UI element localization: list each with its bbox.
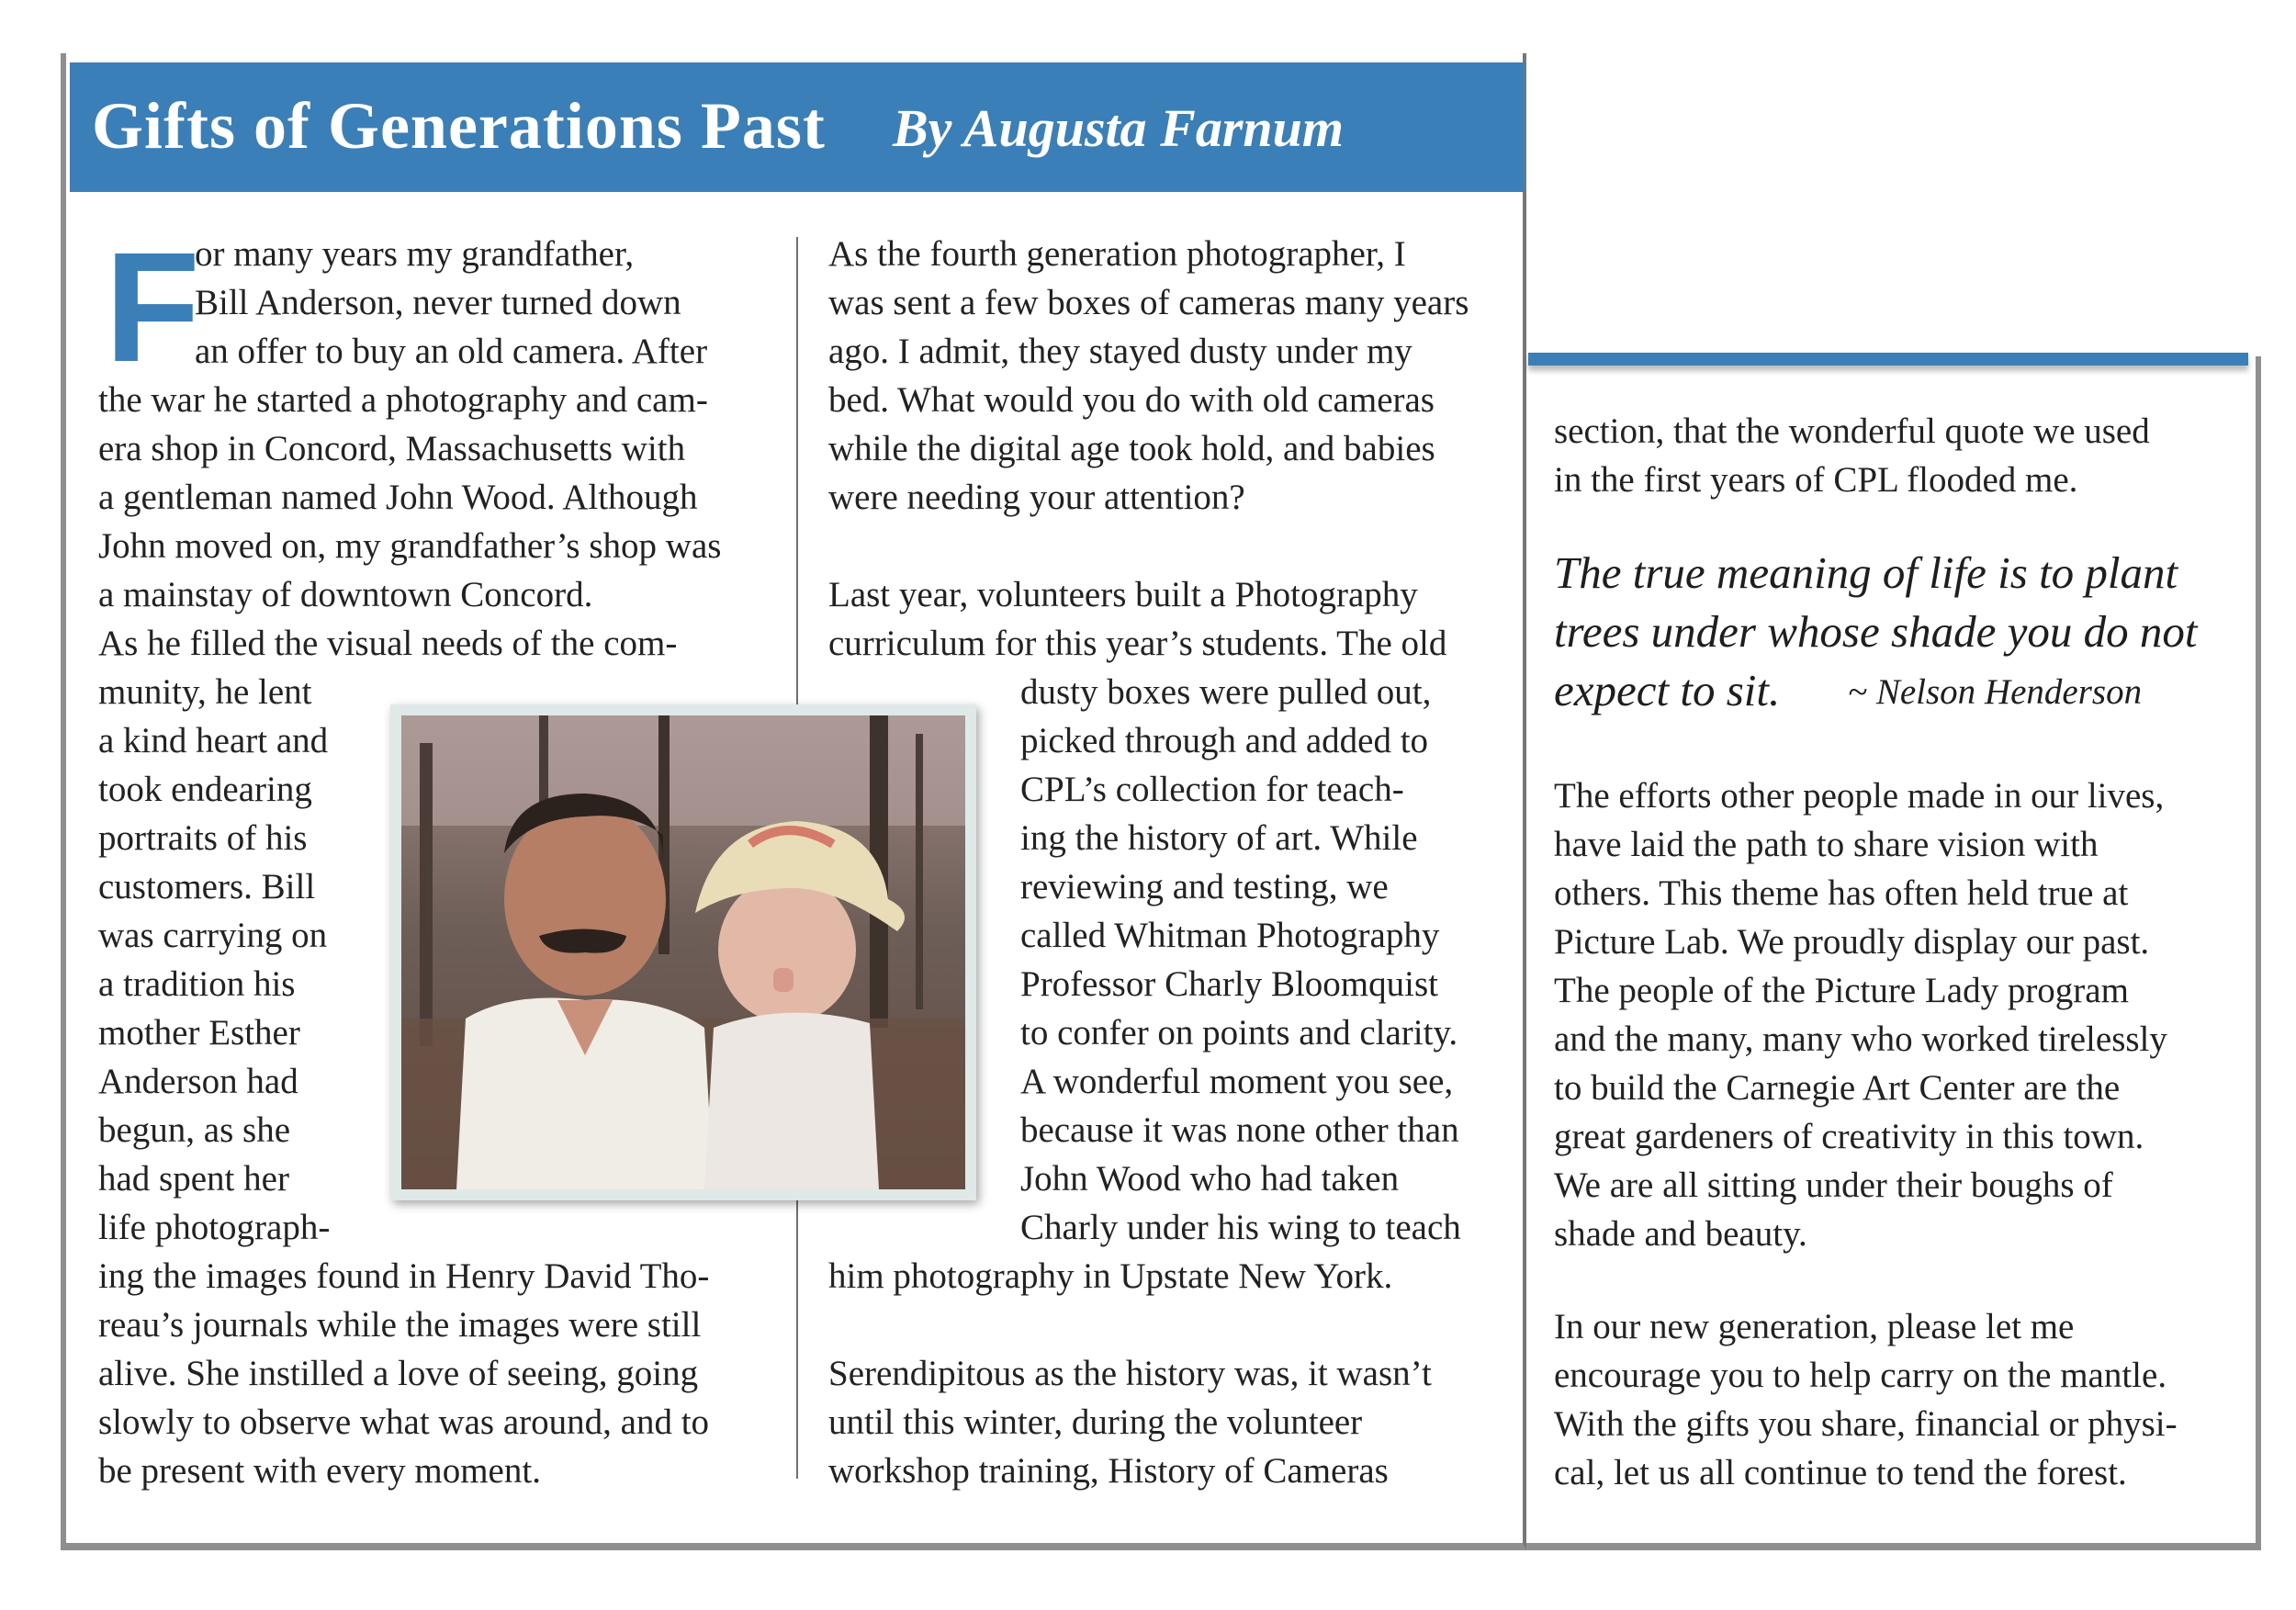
text-line: Last year, volunteers built a Photography	[828, 575, 1418, 614]
text-line: In our new generation, please let me	[1554, 1307, 2075, 1346]
text-line: have laid the path to share vision with	[1554, 825, 2099, 864]
text-line: portraits of his	[98, 818, 308, 858]
text-line: shade and beauty.	[1554, 1214, 1807, 1254]
text-line: Anderson had	[98, 1062, 298, 1101]
text-line: section, that the wonderful quote we used	[1554, 411, 2150, 451]
text-line: and the many, many who worked tirelessly	[1554, 1019, 2167, 1059]
text-line: John Wood who had taken	[1020, 1159, 1400, 1199]
text-line: customers. Bill	[98, 867, 316, 906]
text-line: or many years my grandfather,	[195, 234, 635, 274]
text-line: cal, let us all continue to tend the forest.	[1554, 1453, 2127, 1492]
text-line: dusty boxes were pulled out,	[1020, 672, 1432, 712]
text-line: The people of the Picture Lady program	[1554, 971, 2129, 1010]
quote-attribution: ~ Nelson Henderson	[1848, 672, 2143, 712]
text-line: alive. She instilled a love of seeing, going	[98, 1354, 699, 1393]
text-line: picked through and added to	[1020, 721, 1429, 760]
text-line: With the gifts you share, financial or physi-	[1554, 1404, 2178, 1444]
text-line: munity, he lent	[98, 672, 312, 712]
text-line: others. This theme has often held true at	[1554, 873, 2129, 913]
text-line: We are all sitting under their boughs of	[1554, 1165, 2113, 1205]
text-line: while the digital age took hold, and babies	[828, 429, 1435, 468]
text-line: a gentleman named John Wood. Although	[98, 478, 698, 517]
text-line: slowly to observe what was around, and to	[98, 1402, 710, 1442]
text-line: was carrying on	[98, 916, 328, 955]
text-line: him photography in Upstate New York.	[828, 1256, 1393, 1296]
text-line: a kind heart and	[98, 721, 329, 760]
text-line: was sent a few boxes of cameras many years	[828, 283, 1469, 322]
text-line: curriculum for this year’s students. The old	[828, 624, 1447, 663]
text-line: reviewing and testing, we	[1020, 867, 1389, 906]
text-line: in the first years of CPL flooded me.	[1554, 460, 2078, 500]
quote-line: The true meaning of life is to plant	[1554, 547, 2178, 598]
article-byline: By Augusta Farnum	[893, 98, 1345, 158]
text-line: to build the Carnegie Art Center are the	[1554, 1068, 2121, 1108]
text-line: had spent her	[98, 1159, 289, 1199]
text-line: As the fourth generation photographer, I	[828, 234, 1406, 274]
text-line: John moved on, my grandfather’s shop was	[98, 526, 722, 566]
text-line: workshop training, History of Cameras	[828, 1451, 1389, 1491]
text-line: begun, as she	[98, 1110, 291, 1150]
drop-cap: F	[105, 220, 200, 395]
text-line: The efforts other people made in our lives,	[1554, 776, 2165, 816]
text-line: until this winter, during the volunteer	[828, 1402, 1363, 1442]
text-line: mother Esther	[98, 1013, 300, 1053]
text-line: Charly under his wing to teach	[1020, 1208, 1461, 1247]
text-line: Picture Lab. We proudly display our past.	[1554, 922, 2150, 962]
text-line: a mainstay of downtown Concord.	[98, 575, 593, 614]
text-line: ing the images found in Henry David Tho-	[98, 1256, 710, 1296]
quote-line: trees under whose shade you do not	[1554, 606, 2198, 657]
text-line: ing the history of art. While	[1020, 818, 1418, 858]
text-line: life photograph-	[98, 1208, 331, 1247]
text-line: ago. I admit, they stayed dusty under my	[828, 332, 1412, 371]
text-line: took endearing	[98, 770, 312, 809]
text-line: an offer to buy an old camera. After	[195, 332, 708, 371]
text-line: to confer on points and clarity.	[1020, 1013, 1458, 1053]
text-line: because it was none other than	[1020, 1110, 1459, 1150]
text-line: called Whitman Photography	[1020, 916, 1440, 955]
text-line: As he filled the visual needs of the com-	[98, 624, 678, 663]
text-line: be present with every moment.	[98, 1451, 541, 1491]
text-line: the war he started a photography and cam-	[98, 380, 708, 420]
text-line: encourage you to help carry on the mantle.	[1554, 1356, 2167, 1395]
text-line: bed. What would you do with old cameras	[828, 380, 1435, 420]
text-line: Professor Charly Bloomquist	[1020, 964, 1438, 1004]
text-line: were needing your attention?	[828, 478, 1245, 517]
text-line: reau’s journals while the images were still	[98, 1305, 702, 1345]
text-line: A wonderful moment you see,	[1020, 1062, 1454, 1101]
family-photo	[390, 704, 976, 1200]
article-title: Gifts of Generations Past	[92, 89, 826, 163]
text-line: a tradition his	[98, 964, 296, 1004]
quote-line: expect to sit.	[1554, 665, 1781, 715]
text-line: Serendipitous as the history was, it wasn’t	[828, 1354, 1432, 1393]
text-line: Bill Anderson, never turned down	[195, 283, 681, 322]
sidebar-top-rule	[1528, 353, 2248, 366]
photo-image	[401, 715, 965, 1189]
text-line: CPL’s collection for teach-	[1020, 770, 1404, 809]
text-line: era shop in Concord, Massachusetts with	[98, 429, 686, 468]
text-line: great gardeners of creativity in this town.	[1554, 1117, 2144, 1156]
